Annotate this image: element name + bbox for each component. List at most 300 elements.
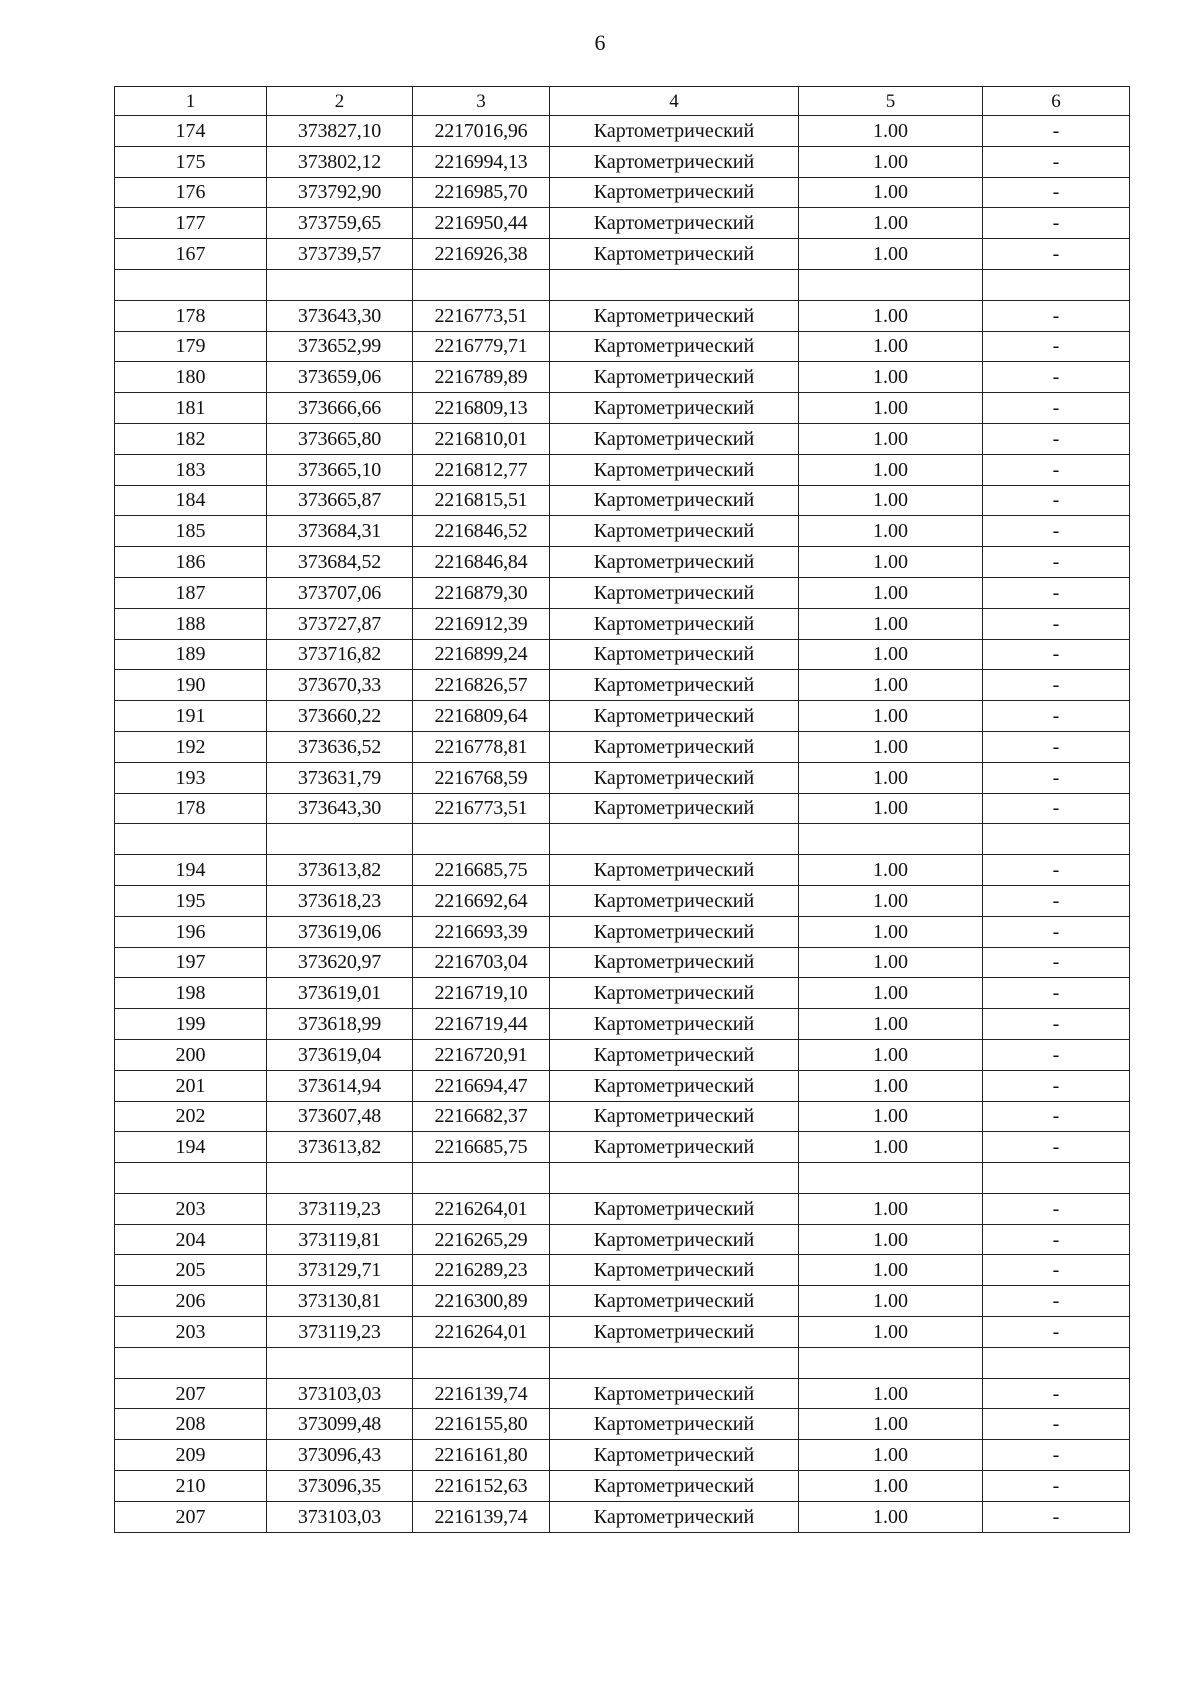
point-number-cell: 194	[115, 855, 267, 886]
point-number-cell: 167	[115, 239, 267, 270]
column-header: 3	[413, 87, 550, 116]
accuracy-cell: 1.00	[799, 1193, 983, 1224]
y-coordinate-cell: 2216899,24	[413, 639, 550, 670]
y-coordinate-cell: 2216685,75	[413, 1132, 550, 1163]
point-number-cell: 189	[115, 639, 267, 670]
point-number-cell: 207	[115, 1501, 267, 1532]
x-coordinate-cell: 373792,90	[267, 177, 413, 208]
accuracy-cell: 1.00	[799, 1440, 983, 1471]
x-coordinate-cell: 373660,22	[267, 701, 413, 732]
accuracy-cell: 1.00	[799, 454, 983, 485]
note-cell: -	[983, 239, 1130, 270]
note-cell: -	[983, 639, 1130, 670]
note-cell	[983, 269, 1130, 300]
method-cell: Картометрический	[550, 423, 799, 454]
x-coordinate-cell: 373619,04	[267, 1039, 413, 1070]
point-number-cell: 178	[115, 793, 267, 824]
note-cell	[983, 1163, 1130, 1194]
table-row	[115, 670, 1130, 701]
x-coordinate-cell: 373096,43	[267, 1440, 413, 1471]
table-row	[115, 362, 1130, 393]
note-cell: -	[983, 701, 1130, 732]
point-number-cell: 180	[115, 362, 267, 393]
accuracy-cell: 1.00	[799, 362, 983, 393]
method-cell: Картометрический	[550, 762, 799, 793]
point-number-cell: 183	[115, 454, 267, 485]
y-coordinate-cell: 2216694,47	[413, 1070, 550, 1101]
accuracy-cell: 1.00	[799, 731, 983, 762]
x-coordinate-cell: 373643,30	[267, 793, 413, 824]
table-row	[115, 146, 1130, 177]
note-cell: -	[983, 916, 1130, 947]
note-cell: -	[983, 1255, 1130, 1286]
point-number-cell: 194	[115, 1132, 267, 1163]
y-coordinate-cell: 2216703,04	[413, 947, 550, 978]
x-coordinate-cell: 373684,52	[267, 547, 413, 578]
method-cell: Картометрический	[550, 1286, 799, 1317]
y-coordinate-cell: 2216161,80	[413, 1440, 550, 1471]
method-cell: Картометрический	[550, 793, 799, 824]
method-cell	[550, 824, 799, 855]
point-number-cell: 198	[115, 978, 267, 1009]
x-coordinate-cell: 373643,30	[267, 300, 413, 331]
method-cell: Картометрический	[550, 116, 799, 147]
note-cell: -	[983, 1039, 1130, 1070]
x-coordinate-cell: 373707,06	[267, 577, 413, 608]
table-row	[115, 1224, 1130, 1255]
accuracy-cell: 1.00	[799, 239, 983, 270]
table-row	[115, 731, 1130, 762]
y-coordinate-cell: 2216846,52	[413, 516, 550, 547]
y-coordinate-cell: 2216778,81	[413, 731, 550, 762]
y-coordinate-cell: 2216265,29	[413, 1224, 550, 1255]
x-coordinate-cell	[267, 824, 413, 855]
point-number-cell: 199	[115, 1009, 267, 1040]
accuracy-cell: 1.00	[799, 1101, 983, 1132]
point-number-cell: 195	[115, 885, 267, 916]
table-row	[115, 1471, 1130, 1502]
method-cell: Картометрический	[550, 485, 799, 516]
table-row	[115, 116, 1130, 147]
table-row	[115, 239, 1130, 270]
method-cell: Картометрический	[550, 300, 799, 331]
x-coordinate-cell: 373631,79	[267, 762, 413, 793]
accuracy-cell: 1.00	[799, 577, 983, 608]
table-row	[115, 916, 1130, 947]
method-cell: Картометрический	[550, 393, 799, 424]
point-number-cell: 192	[115, 731, 267, 762]
point-number-cell: 206	[115, 1286, 267, 1317]
note-cell: -	[983, 978, 1130, 1009]
y-coordinate-cell: 2216139,74	[413, 1501, 550, 1532]
accuracy-cell: 1.00	[799, 1224, 983, 1255]
note-cell: -	[983, 608, 1130, 639]
method-cell: Картометрический	[550, 1255, 799, 1286]
method-cell: Картометрический	[550, 1193, 799, 1224]
x-coordinate-cell: 373129,71	[267, 1255, 413, 1286]
y-coordinate-cell: 2216155,80	[413, 1409, 550, 1440]
note-cell: -	[983, 208, 1130, 239]
method-cell: Картометрический	[550, 1039, 799, 1070]
accuracy-cell: 1.00	[799, 1317, 983, 1348]
table-row	[115, 547, 1130, 578]
point-number-cell: 203	[115, 1317, 267, 1348]
accuracy-cell: 1.00	[799, 1039, 983, 1070]
y-coordinate-cell: 2216693,39	[413, 916, 550, 947]
note-cell: -	[983, 423, 1130, 454]
accuracy-cell: 1.00	[799, 670, 983, 701]
accuracy-cell: 1.00	[799, 885, 983, 916]
accuracy-cell	[799, 1347, 983, 1378]
y-coordinate-cell: 2216719,44	[413, 1009, 550, 1040]
table-row	[115, 855, 1130, 886]
x-coordinate-cell: 373727,87	[267, 608, 413, 639]
x-coordinate-cell: 373652,99	[267, 331, 413, 362]
y-coordinate-cell: 2216985,70	[413, 177, 550, 208]
x-coordinate-cell: 373659,06	[267, 362, 413, 393]
accuracy-cell: 1.00	[799, 1255, 983, 1286]
table-row	[115, 516, 1130, 547]
x-coordinate-cell: 373607,48	[267, 1101, 413, 1132]
note-cell	[983, 824, 1130, 855]
note-cell: -	[983, 1193, 1130, 1224]
point-number-cell: 191	[115, 701, 267, 732]
x-coordinate-cell: 373103,03	[267, 1378, 413, 1409]
y-coordinate-cell: 2216926,38	[413, 239, 550, 270]
accuracy-cell: 1.00	[799, 762, 983, 793]
point-number-cell: 202	[115, 1101, 267, 1132]
table-row	[115, 1409, 1130, 1440]
method-cell: Картометрический	[550, 885, 799, 916]
accuracy-cell: 1.00	[799, 1286, 983, 1317]
method-cell: Картометрический	[550, 454, 799, 485]
note-cell: -	[983, 855, 1130, 886]
method-cell: Картометрический	[550, 208, 799, 239]
table-row	[115, 1501, 1130, 1532]
table-row	[115, 423, 1130, 454]
y-coordinate-cell: 2216682,37	[413, 1101, 550, 1132]
point-number-cell: 190	[115, 670, 267, 701]
method-cell: Картометрический	[550, 731, 799, 762]
x-coordinate-cell: 373119,23	[267, 1193, 413, 1224]
note-cell: -	[983, 1409, 1130, 1440]
note-cell: -	[983, 670, 1130, 701]
note-cell: -	[983, 331, 1130, 362]
method-cell: Картометрический	[550, 1501, 799, 1532]
table-row	[115, 1101, 1130, 1132]
table-separator-row	[115, 824, 1130, 855]
point-number-cell	[115, 1163, 267, 1194]
note-cell: -	[983, 516, 1130, 547]
x-coordinate-cell: 373739,57	[267, 239, 413, 270]
table-row	[115, 300, 1130, 331]
x-coordinate-cell	[267, 1347, 413, 1378]
accuracy-cell	[799, 824, 983, 855]
table-row	[115, 485, 1130, 516]
method-cell: Картометрический	[550, 1070, 799, 1101]
y-coordinate-cell	[413, 824, 550, 855]
accuracy-cell: 1.00	[799, 1009, 983, 1040]
accuracy-cell: 1.00	[799, 1501, 983, 1532]
x-coordinate-cell: 373619,06	[267, 916, 413, 947]
point-number-cell: 185	[115, 516, 267, 547]
method-cell: Картометрический	[550, 978, 799, 1009]
note-cell	[983, 1347, 1130, 1378]
accuracy-cell: 1.00	[799, 855, 983, 886]
y-coordinate-cell: 2217016,96	[413, 116, 550, 147]
table-row	[115, 331, 1130, 362]
y-coordinate-cell: 2216810,01	[413, 423, 550, 454]
method-cell: Картометрический	[550, 1132, 799, 1163]
point-number-cell: 201	[115, 1070, 267, 1101]
y-coordinate-cell	[413, 269, 550, 300]
accuracy-cell: 1.00	[799, 146, 983, 177]
column-header: 4	[550, 87, 799, 116]
y-coordinate-cell: 2216264,01	[413, 1193, 550, 1224]
point-number-cell	[115, 1347, 267, 1378]
method-cell: Картометрический	[550, 177, 799, 208]
x-coordinate-cell: 373613,82	[267, 1132, 413, 1163]
y-coordinate-cell: 2216789,89	[413, 362, 550, 393]
table-row	[115, 1009, 1130, 1040]
table-row	[115, 947, 1130, 978]
point-number-cell: 184	[115, 485, 267, 516]
x-coordinate-cell: 373716,82	[267, 639, 413, 670]
accuracy-cell: 1.00	[799, 608, 983, 639]
note-cell: -	[983, 1317, 1130, 1348]
table-row	[115, 393, 1130, 424]
table-row	[115, 177, 1130, 208]
accuracy-cell: 1.00	[799, 116, 983, 147]
y-coordinate-cell: 2216264,01	[413, 1317, 550, 1348]
y-coordinate-cell: 2216912,39	[413, 608, 550, 639]
x-coordinate-cell: 373827,10	[267, 116, 413, 147]
note-cell: -	[983, 731, 1130, 762]
point-number-cell: 207	[115, 1378, 267, 1409]
method-cell: Картометрический	[550, 608, 799, 639]
method-cell: Картометрический	[550, 1409, 799, 1440]
point-number-cell: 177	[115, 208, 267, 239]
y-coordinate-cell: 2216809,64	[413, 701, 550, 732]
accuracy-cell: 1.00	[799, 208, 983, 239]
method-cell: Картометрический	[550, 1101, 799, 1132]
method-cell	[550, 269, 799, 300]
point-number-cell: 197	[115, 947, 267, 978]
note-cell: -	[983, 1501, 1130, 1532]
point-number-cell: 178	[115, 300, 267, 331]
x-coordinate-cell	[267, 269, 413, 300]
table-row	[115, 1132, 1130, 1163]
x-coordinate-cell	[267, 1163, 413, 1194]
accuracy-cell: 1.00	[799, 393, 983, 424]
x-coordinate-cell: 373666,66	[267, 393, 413, 424]
x-coordinate-cell: 373613,82	[267, 855, 413, 886]
accuracy-cell: 1.00	[799, 947, 983, 978]
x-coordinate-cell: 373636,52	[267, 731, 413, 762]
x-coordinate-cell: 373684,31	[267, 516, 413, 547]
x-coordinate-cell: 373665,10	[267, 454, 413, 485]
table-separator-row	[115, 1347, 1130, 1378]
point-number-cell: 181	[115, 393, 267, 424]
point-number-cell: 188	[115, 608, 267, 639]
note-cell: -	[983, 146, 1130, 177]
accuracy-cell: 1.00	[799, 177, 983, 208]
table-row	[115, 208, 1130, 239]
y-coordinate-cell: 2216994,13	[413, 146, 550, 177]
x-coordinate-cell: 373618,99	[267, 1009, 413, 1040]
table-row	[115, 1286, 1130, 1317]
table-row	[115, 1317, 1130, 1348]
table-row	[115, 1378, 1130, 1409]
table-row	[115, 701, 1130, 732]
table-row	[115, 793, 1130, 824]
y-coordinate-cell: 2216812,77	[413, 454, 550, 485]
note-cell: -	[983, 1101, 1130, 1132]
method-cell: Картометрический	[550, 547, 799, 578]
accuracy-cell: 1.00	[799, 916, 983, 947]
y-coordinate-cell: 2216826,57	[413, 670, 550, 701]
x-coordinate-cell: 373119,23	[267, 1317, 413, 1348]
table-row	[115, 639, 1130, 670]
note-cell: -	[983, 485, 1130, 516]
y-coordinate-cell: 2216289,23	[413, 1255, 550, 1286]
y-coordinate-cell	[413, 1163, 550, 1194]
y-coordinate-cell: 2216809,13	[413, 393, 550, 424]
note-cell: -	[983, 793, 1130, 824]
y-coordinate-cell: 2216779,71	[413, 331, 550, 362]
note-cell: -	[983, 362, 1130, 393]
accuracy-cell: 1.00	[799, 423, 983, 454]
point-number-cell: 210	[115, 1471, 267, 1502]
y-coordinate-cell: 2216139,74	[413, 1378, 550, 1409]
accuracy-cell: 1.00	[799, 516, 983, 547]
accuracy-cell: 1.00	[799, 1378, 983, 1409]
note-cell: -	[983, 577, 1130, 608]
table-separator-row	[115, 1163, 1130, 1194]
method-cell: Картометрический	[550, 516, 799, 547]
column-header: 5	[799, 87, 983, 116]
y-coordinate-cell: 2216685,75	[413, 855, 550, 886]
point-number-cell: 182	[115, 423, 267, 454]
method-cell	[550, 1347, 799, 1378]
x-coordinate-cell: 373096,35	[267, 1471, 413, 1502]
note-cell: -	[983, 454, 1130, 485]
method-cell: Картометрический	[550, 670, 799, 701]
x-coordinate-cell: 373665,80	[267, 423, 413, 454]
y-coordinate-cell: 2216768,59	[413, 762, 550, 793]
point-number-cell	[115, 824, 267, 855]
point-number-cell: 176	[115, 177, 267, 208]
note-cell: -	[983, 1286, 1130, 1317]
table-row	[115, 1255, 1130, 1286]
point-number-cell: 208	[115, 1409, 267, 1440]
note-cell: -	[983, 547, 1130, 578]
x-coordinate-cell: 373670,33	[267, 670, 413, 701]
table-separator-row	[115, 269, 1130, 300]
method-cell: Картометрический	[550, 639, 799, 670]
note-cell: -	[983, 300, 1130, 331]
point-number-cell: 175	[115, 146, 267, 177]
table-row	[115, 454, 1130, 485]
y-coordinate-cell: 2216773,51	[413, 300, 550, 331]
method-cell: Картометрический	[550, 701, 799, 732]
table-row	[115, 978, 1130, 1009]
method-cell: Картометрический	[550, 331, 799, 362]
table-row	[115, 608, 1130, 639]
y-coordinate-cell: 2216815,51	[413, 485, 550, 516]
coordinates-table	[114, 86, 1130, 1533]
table-header-row	[115, 87, 1130, 116]
x-coordinate-cell: 373130,81	[267, 1286, 413, 1317]
method-cell	[550, 1163, 799, 1194]
table-row	[115, 1039, 1130, 1070]
method-cell: Картометрический	[550, 1471, 799, 1502]
note-cell: -	[983, 885, 1130, 916]
table-row	[115, 885, 1130, 916]
y-coordinate-cell: 2216879,30	[413, 577, 550, 608]
note-cell: -	[983, 1070, 1130, 1101]
method-cell: Картометрический	[550, 239, 799, 270]
table-body	[115, 116, 1130, 1533]
note-cell: -	[983, 393, 1130, 424]
page-number: 6	[594, 30, 606, 55]
note-cell: -	[983, 1440, 1130, 1471]
point-number-cell: 204	[115, 1224, 267, 1255]
x-coordinate-cell: 373618,23	[267, 885, 413, 916]
note-cell: -	[983, 177, 1130, 208]
table-row	[115, 1193, 1130, 1224]
accuracy-cell: 1.00	[799, 547, 983, 578]
point-number-cell: 200	[115, 1039, 267, 1070]
point-number-cell: 186	[115, 547, 267, 578]
accuracy-cell: 1.00	[799, 1070, 983, 1101]
accuracy-cell: 1.00	[799, 978, 983, 1009]
y-coordinate-cell: 2216300,89	[413, 1286, 550, 1317]
point-number-cell: 179	[115, 331, 267, 362]
point-number-cell: 174	[115, 116, 267, 147]
y-coordinate-cell: 2216152,63	[413, 1471, 550, 1502]
method-cell: Картометрический	[550, 1317, 799, 1348]
note-cell: -	[983, 1471, 1130, 1502]
accuracy-cell: 1.00	[799, 485, 983, 516]
point-number-cell: 203	[115, 1193, 267, 1224]
method-cell: Картометрический	[550, 146, 799, 177]
note-cell: -	[983, 116, 1130, 147]
y-coordinate-cell: 2216773,51	[413, 793, 550, 824]
y-coordinate-cell: 2216720,91	[413, 1039, 550, 1070]
column-header: 1	[115, 87, 267, 116]
y-coordinate-cell: 2216692,64	[413, 885, 550, 916]
accuracy-cell: 1.00	[799, 793, 983, 824]
point-number-cell: 205	[115, 1255, 267, 1286]
accuracy-cell: 1.00	[799, 1409, 983, 1440]
x-coordinate-cell: 373103,03	[267, 1501, 413, 1532]
table-row	[115, 1070, 1130, 1101]
x-coordinate-cell: 373614,94	[267, 1070, 413, 1101]
accuracy-cell: 1.00	[799, 1471, 983, 1502]
point-number-cell: 209	[115, 1440, 267, 1471]
table-row	[115, 1440, 1130, 1471]
method-cell: Картометрический	[550, 1378, 799, 1409]
column-header: 6	[983, 87, 1130, 116]
y-coordinate-cell: 2216846,84	[413, 547, 550, 578]
note-cell: -	[983, 762, 1130, 793]
y-coordinate-cell	[413, 1347, 550, 1378]
accuracy-cell: 1.00	[799, 639, 983, 670]
method-cell: Картометрический	[550, 1440, 799, 1471]
point-number-cell: 196	[115, 916, 267, 947]
accuracy-cell: 1.00	[799, 1132, 983, 1163]
